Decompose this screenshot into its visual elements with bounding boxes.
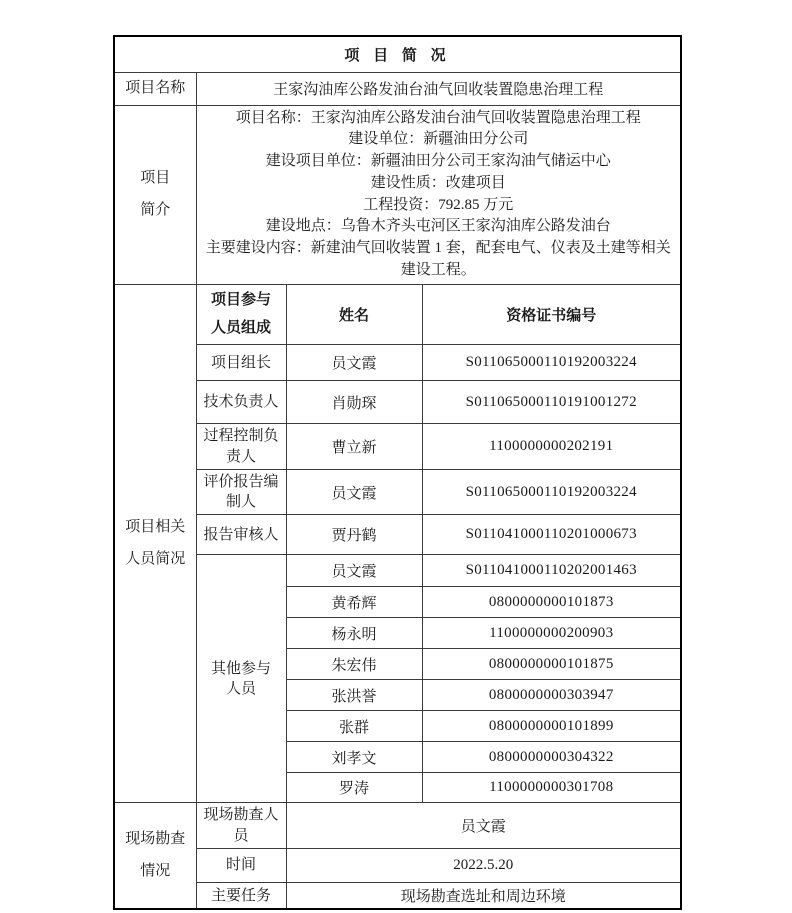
role-label: 项目组长 xyxy=(196,345,286,381)
cert-number: S011041000110201000673 xyxy=(422,515,681,555)
cert-number: 0800000000101873 xyxy=(422,587,681,618)
person-name: 黄希辉 xyxy=(286,587,422,618)
cert-number: 1100000000202191 xyxy=(422,424,681,470)
person-name: 朱宏伟 xyxy=(286,649,422,680)
survey-section-label-line1: 现场勘查 xyxy=(125,831,186,848)
survey-task-label: 主要任务 xyxy=(196,882,286,909)
header-composition xyxy=(196,284,286,345)
role-label: 过程控制负责人 xyxy=(196,424,286,470)
intro-line-build-project-unit: 建设项目单位：新疆油田分公司王家沟油气储运中心 xyxy=(265,153,611,170)
table-row-process-control xyxy=(114,424,681,470)
project-name-label: 项目名称 xyxy=(114,72,196,105)
survey-date-row xyxy=(114,848,681,882)
person-name: 员文霞 xyxy=(286,469,422,515)
role-label: 报告审核人 xyxy=(196,515,286,555)
intro-line-investment: 工程投资：792.85 万元 xyxy=(363,196,514,213)
cert-number: 0800000000304322 xyxy=(422,742,681,773)
cert-number: S011065000110191001272 xyxy=(422,381,681,424)
person-name: 曹立新 xyxy=(286,424,422,470)
cert-number: 0800000000303947 xyxy=(422,680,681,711)
project-overview-table xyxy=(113,35,682,910)
title-row xyxy=(114,36,681,72)
survey-section-label-line2: 情况 xyxy=(140,862,171,879)
cert-number: 0800000000101875 xyxy=(422,649,681,680)
survey-personnel-value: 员文霞 xyxy=(286,803,681,849)
table-row-project-leader xyxy=(114,345,681,381)
project-name-value: 王家沟油库公路发油台油气回收装置隐患治理工程 xyxy=(196,72,681,105)
others-group-label xyxy=(196,555,286,803)
person-name: 贾丹鹤 xyxy=(286,515,422,555)
others-group-label-line2: 人员 xyxy=(225,680,256,697)
personnel-section-label-line2: 人员简况 xyxy=(125,550,186,567)
page-title: 项 目 简 况 xyxy=(114,36,681,72)
others-group-label-line1: 其他参与 xyxy=(210,660,271,677)
person-name: 杨永明 xyxy=(286,618,422,649)
cert-number: S011065000110192003224 xyxy=(422,469,681,515)
project-intro-content xyxy=(196,105,681,284)
person-name: 张群 xyxy=(286,711,422,742)
intro-line-build-nature: 建设性质：改建项目 xyxy=(370,174,506,191)
project-intro-label-line1: 项目 xyxy=(140,170,171,187)
person-name: 肖勋琛 xyxy=(286,381,422,424)
survey-date-label: 时间 xyxy=(196,848,286,882)
table-row-report-reviewer xyxy=(114,515,681,555)
table-row-report-writer xyxy=(114,469,681,515)
header-composition-line2: 人员组成 xyxy=(210,319,271,336)
survey-personnel-row xyxy=(114,803,681,849)
personnel-section-label xyxy=(114,284,196,803)
intro-line-project-name: 项目名称：王家沟油库公路发油台油气回收装置隐患治理工程 xyxy=(235,109,641,126)
person-name: 员文霞 xyxy=(286,345,422,381)
person-name: 张洪誉 xyxy=(286,680,422,711)
project-intro-label-line2: 简介 xyxy=(140,201,171,218)
role-label: 技术负责人 xyxy=(196,381,286,424)
header-cert-number: 资格证书编号 xyxy=(422,284,681,345)
survey-personnel-label: 现场勘查人员 xyxy=(196,803,286,849)
survey-task-value: 现场勘查选址和周边环境 xyxy=(286,882,681,909)
personnel-section-label-line1: 项目相关 xyxy=(125,519,186,536)
person-name: 刘孝文 xyxy=(286,742,422,773)
project-name-row xyxy=(114,72,681,105)
intro-line-main-content: 主要建设内容：新建油气回收装置 1 套，配套电气、仪表及土建等相关建设工程。 xyxy=(205,240,671,279)
cert-number: 1100000000200903 xyxy=(422,618,681,649)
person-name: 罗涛 xyxy=(286,773,422,803)
cert-number: S011065000110192003224 xyxy=(422,345,681,381)
table-row-tech-lead xyxy=(114,381,681,424)
role-label: 评价报告编制人 xyxy=(196,469,286,515)
person-name: 员文霞 xyxy=(286,555,422,587)
intro-line-build-unit: 建设单位：新疆油田分公司 xyxy=(348,131,529,148)
cert-number: S011041000110202001463 xyxy=(422,555,681,587)
survey-date-value: 2022.5.20 xyxy=(286,848,681,882)
survey-task-row xyxy=(114,882,681,909)
survey-section-label xyxy=(114,803,196,910)
intro-line-location: 建设地点：乌鲁木齐头屯河区王家沟油库公路发油台 xyxy=(265,218,611,235)
cert-number: 1100000000301708 xyxy=(422,773,681,803)
header-composition-line1: 项目参与 xyxy=(210,291,271,308)
personnel-header-row xyxy=(114,284,681,345)
project-intro-label xyxy=(114,105,196,284)
project-intro-row xyxy=(114,105,681,284)
table-row-other-participant xyxy=(114,555,681,587)
cert-number: 0800000000101899 xyxy=(422,711,681,742)
header-name: 姓名 xyxy=(286,284,422,345)
